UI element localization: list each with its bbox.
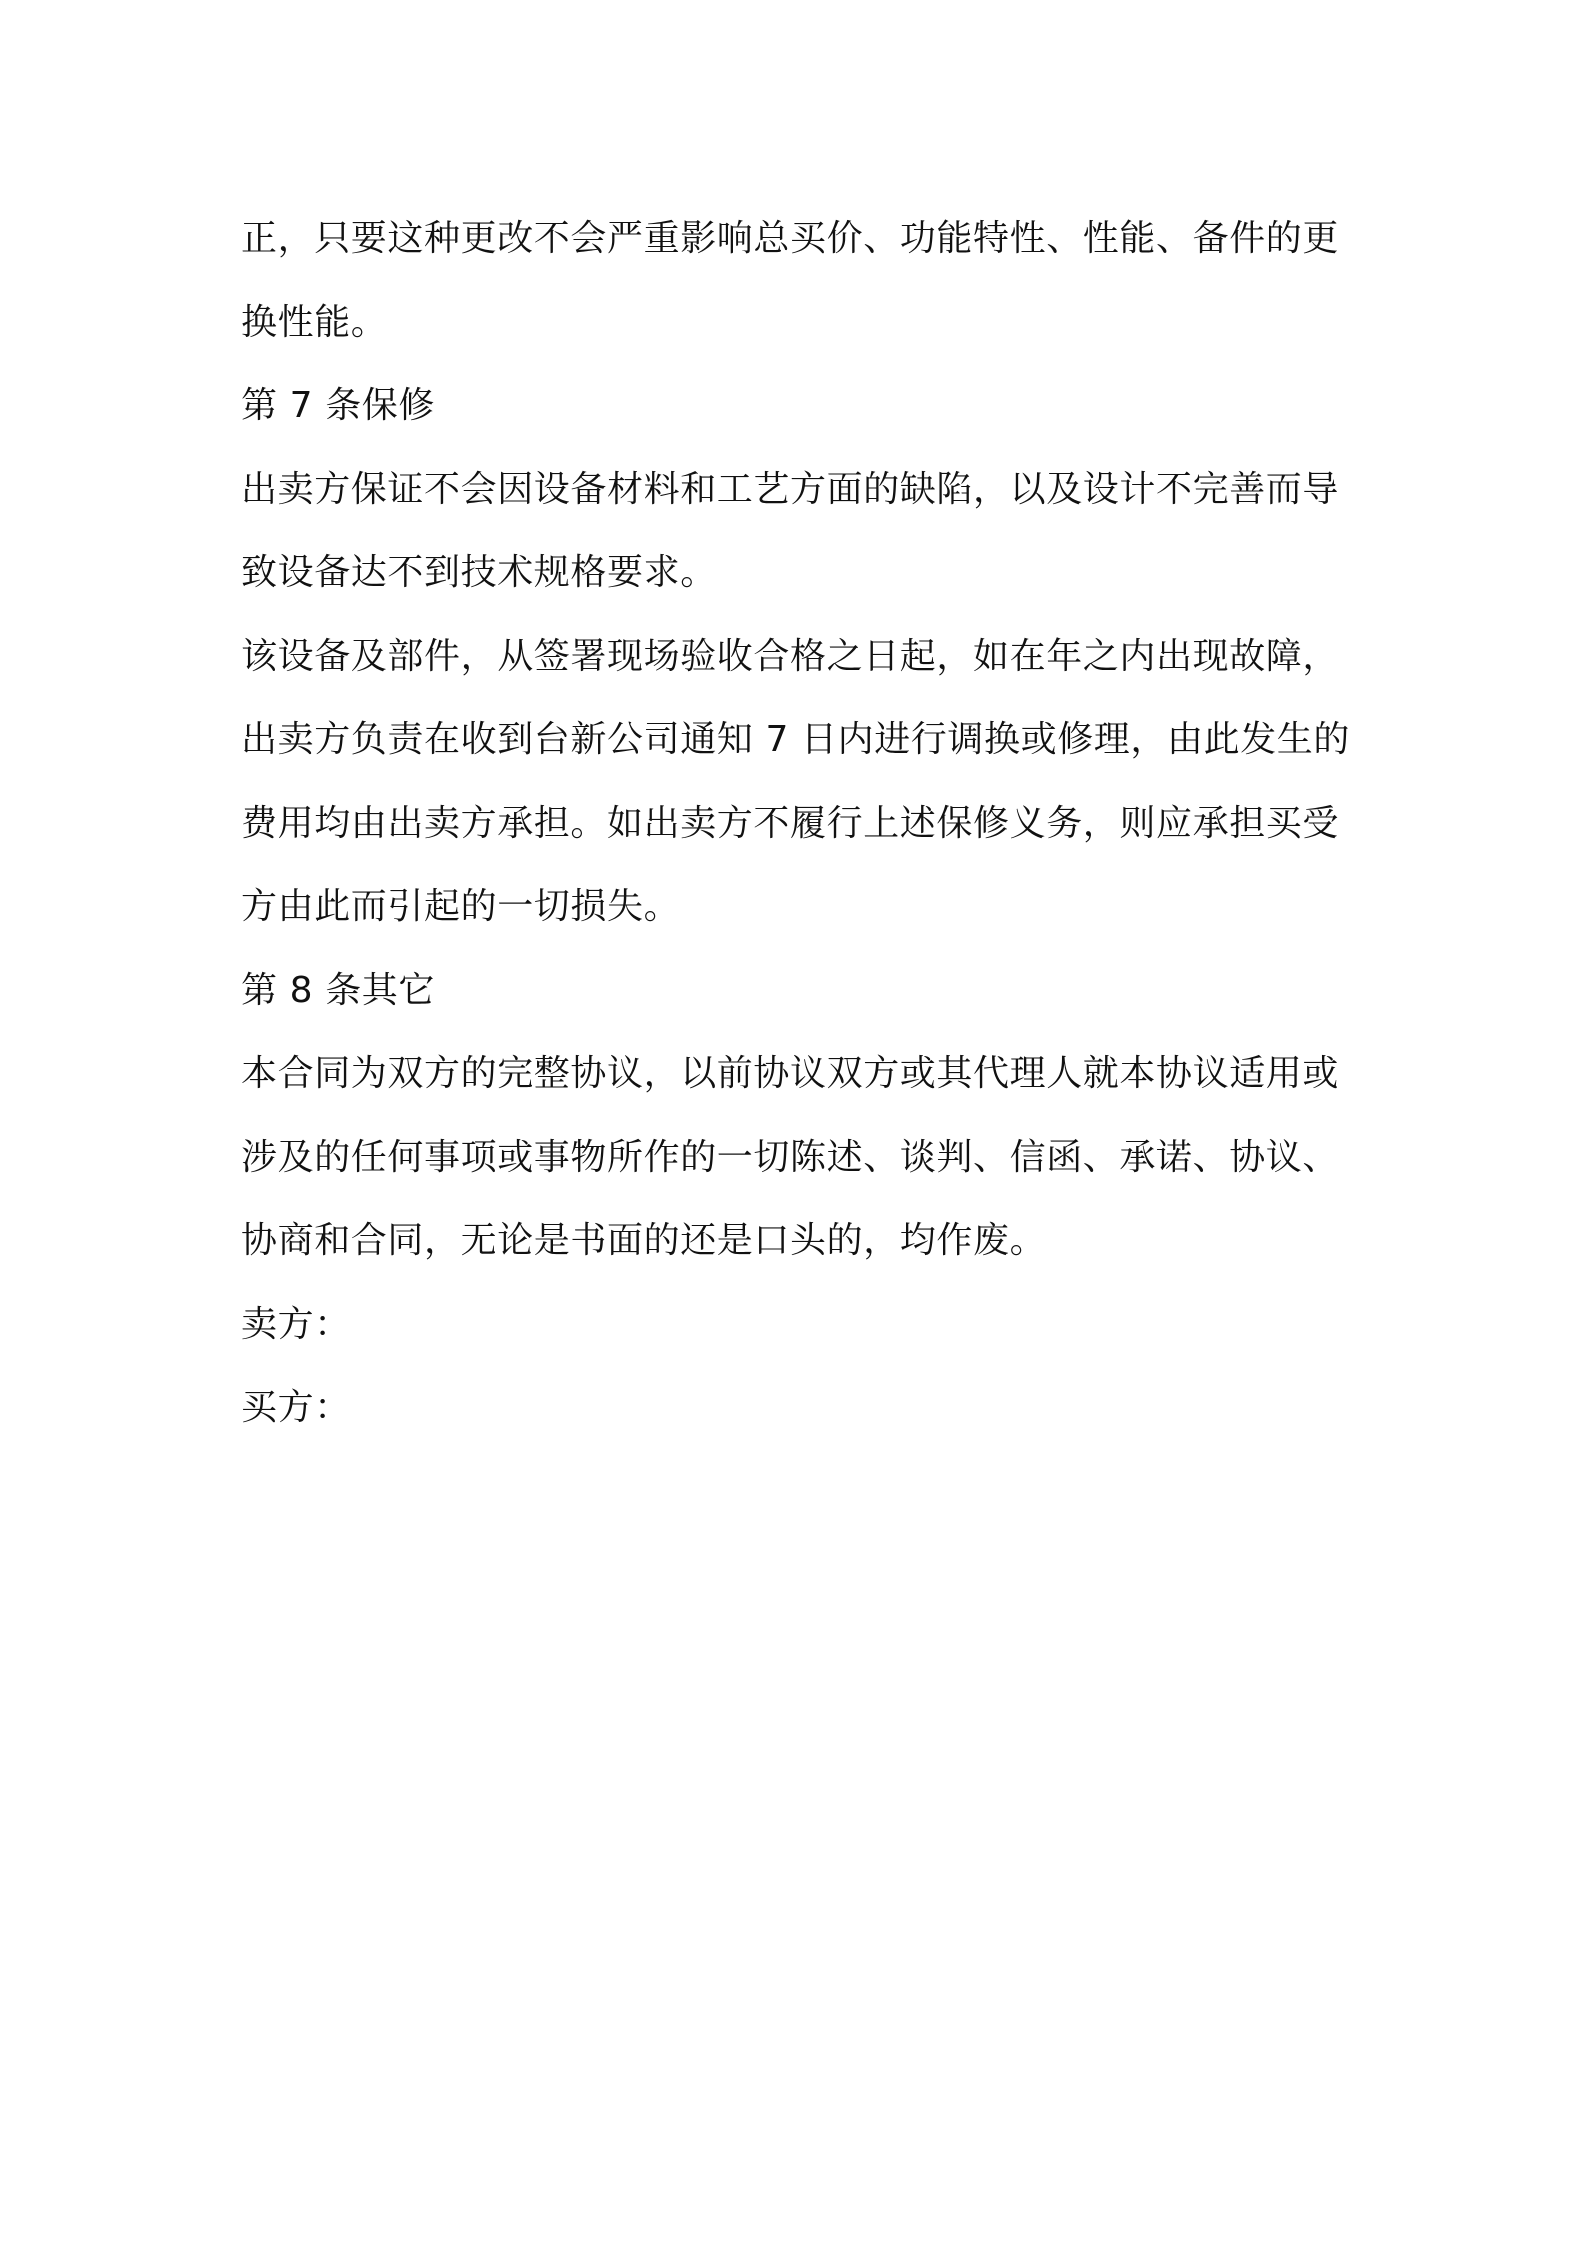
paragraph-line: 协商和合同，无论是书面的还是口头的，均作废。 bbox=[241, 1220, 1047, 1261]
paragraph-line: 出卖方负责在收到台新公司通知 7 日内进行调换或修理，由此发生的 bbox=[241, 719, 1350, 760]
paragraph-line: 出卖方保证不会因设备材料和工艺方面的缺陷，以及设计不完善而导 bbox=[241, 468, 1340, 510]
section-heading-other: 第 8 条其它 bbox=[241, 969, 435, 1011]
paragraph-line: 正，只要这种更改不会严重影响总买价、功能特性、性能、备件的更 bbox=[241, 218, 1340, 259]
section-heading-warranty: 第 7 条保修 bbox=[241, 385, 435, 426]
buyer-signature-label: 买方： bbox=[241, 1387, 351, 1428]
paragraph-line: 本合同为双方的完整协议，以前协议双方或其代理人就本协议适用或 bbox=[241, 1053, 1340, 1094]
paragraph-line: 该设备及部件，从签署现场验收合格之日起，如在年之内出现故障， bbox=[241, 635, 1340, 677]
paragraph-line: 致设备达不到技术规格要求。 bbox=[241, 552, 717, 593]
document-body bbox=[241, 197, 1351, 1450]
paragraph-line: 费用均由出卖方承担。如出卖方不履行上述保修义务，则应承担买受 bbox=[241, 802, 1340, 844]
seller-signature-label: 卖方： bbox=[241, 1303, 351, 1345]
paragraph-line: 涉及的任何事项或事物所作的一切陈述、谈判、信函、承诺、协议、 bbox=[241, 1136, 1340, 1178]
paragraph-line: 方由此而引起的一切损失。 bbox=[241, 886, 681, 927]
paragraph-line: 换性能。 bbox=[241, 301, 388, 343]
